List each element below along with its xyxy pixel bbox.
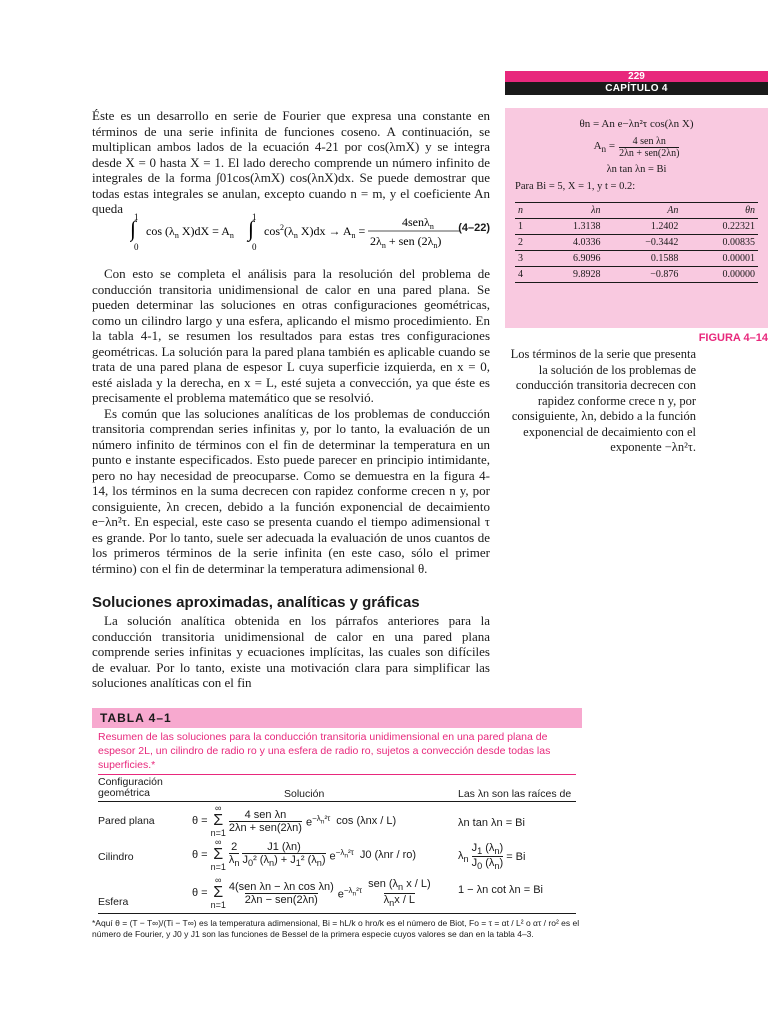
tabla-row-name: Pared plana	[98, 815, 155, 827]
table-row	[515, 267, 758, 283]
table-cell: 0.00001	[681, 251, 758, 267]
tabla-formula-pared: θ = ∞ Σ n=1 4 sen λn 2λn + sen(2λn) $e^{-\lambda_n^2\tau}$ cos (λnx / L)	[192, 803, 397, 838]
table-cell: 6.9096	[537, 251, 604, 267]
tabla-footnote: *Aquí θ = (T − T∞)/(Ti − T∞) es la temperatura adimensional, Bi = hL/k o hro/k es el número de Biot, Fo = τ = αt / L² o ατ / ro² es el número de Fourier, y J0 y J1 son las funciones de Bessel de la primera especie cuyos valores se dan en la tabla 4–3.	[92, 918, 580, 939]
svg-text:∫: ∫	[248, 216, 255, 241]
table-cell: 0.00000	[681, 267, 758, 283]
paragraph-3-text: Es común que las soluciones analíticas de los problemas de conducción transitoria comprendan series infinitas y, por lo tanto, la evaluación de un número infinito de términos con el fin de determinar la temperatura en un punto e instante especificados. Esto puede parecer en principio intimidante, pero no hay necesidad de preocuparse. Como se demuestra en la figura 4-14, los términos en la suma decrecen con rapidez conforme crecen n y, por consiguiente, λn crecen, debido a la función exponencial de decaimiento e−λn²τ. En especial, este caso se presenta cuando el tiempo adimensional τ es grande. Por lo tanto, suele ser adecuada la evaluación de unos cuantos de los primeros términos de la serie infinita (en este caso, sólo el primer término) con el fin de determinar la temperatura adimensional θ.	[92, 405, 490, 576]
tabla-root-cilindro: $\lambda_n$ $\frac{J_1 (\lambda_n)}{J_0 (\lambda_n)}$ = Bi	[458, 842, 526, 872]
figure-col-theta: θn	[681, 203, 758, 219]
tabla-num: 2	[231, 841, 238, 854]
tabla-den: 2λn + sen(2λn)	[228, 821, 302, 834]
svg-text:4senλn: 4senλ$_n$	[402, 215, 434, 231]
figure-col-lambda: λn	[537, 203, 604, 219]
table-cell: 9.8928	[537, 267, 604, 283]
table-cell: 4	[515, 267, 537, 283]
svg-text:0: 0	[252, 242, 257, 252]
tabla-tail: cos (λnx / L)	[336, 815, 397, 827]
tabla-formula-esfera: θ = ∞ Σ n=1 4(sen λn − λn cos λn) 2λn − sen(2λn) $e^{-\lambda_n^2\tau}$ sen ($\lambda_n$ x / L) $\lambda_nx$ / L	[192, 875, 431, 910]
tabla-num: 4(sen λn − λn cos λn)	[228, 880, 334, 893]
tabla-row-name: Esfera	[98, 896, 129, 908]
table-cell: 4.0336	[537, 235, 604, 251]
table-row	[515, 235, 758, 251]
tabla-caption: Resumen de las soluciones para la conducción transitoria unidimensional en una pared plana de espesor 2L, un cilindro de radio ro y una esfera de radio ro, sujetos a convección desde todas las superficies.*	[98, 731, 551, 771]
tabla-tail: J0 (λnr / ro)	[359, 849, 417, 861]
table-cell: 2	[515, 235, 537, 251]
figure-eq-an-den: 2λn + sen(2λn)	[619, 148, 680, 159]
paragraph-2	[92, 266, 490, 576]
table-cell: −0.876	[604, 267, 682, 283]
tabla-rule	[98, 774, 576, 775]
tabla-num2: J1 (λn)	[267, 841, 301, 854]
tabla-root-pared: λn tan λn = Bi	[458, 817, 525, 829]
table-cell: 3	[515, 251, 537, 267]
tabla-rule	[98, 801, 576, 802]
tabla-num: 4 sen λn	[244, 808, 287, 821]
equation-graphic	[130, 208, 460, 252]
equation-4-22	[130, 208, 490, 252]
section-heading: Soluciones aproximadas, analíticas y gráficas	[92, 594, 420, 611]
svg-text:1: 1	[252, 212, 257, 222]
figure-eq-roots: λn tan λn = Bi	[606, 164, 667, 175]
svg-text:cos (λn X)dX = An: $\cos (\lambda_n$ $X)dX = A_n$	[146, 224, 234, 240]
figure-table	[515, 202, 758, 283]
tabla-col-config: Configuración geométrica	[98, 776, 163, 799]
tabla-formula-cilindro: θ = ∞ Σ n=1 2 $\lambda_n$ J1 (λn) $J_0^2$ $(\lambda_n) + J_1^2$ $(\lambda_n)$ $e^{-\lambda_n^2\tau}$ J0 (λnr / ro)	[192, 837, 417, 872]
table-cell: 1	[515, 219, 537, 235]
svg-text:2λn + sen (2λn): $2\lambda_n$ + sen $(2\lambda_n)$	[370, 234, 442, 250]
svg-text:cos2(λn X)dx → An =: $\cos^2(\lambda_n$ $X)dx \to A_n$ =	[264, 223, 366, 240]
page-number: 229	[505, 71, 768, 82]
paragraph-1	[92, 108, 490, 217]
table-row	[515, 251, 758, 267]
figure-params: Para Bi = 5, X = 1, y t = 0.2:	[515, 181, 636, 192]
paragraph-1-text: Éste es un desarrollo en serie de Fourier que expresa una constante en términos de una serie infinita de funciones coseno. A continuación, se multiplican ambos lados de la ecuación 4-21 por cos(λmX) y se integra desde X = 0 hasta X = 1. El lado derecho comprende un número infinito de integrales de la forma ∫01cos(λmX) cos(λnX)dx. Se puede demostrar que todas estas integrales se anulan, excepto cuando n = m, y el coeficiente An queda	[92, 108, 490, 216]
tabla-rule	[98, 913, 576, 914]
figure-equations	[515, 114, 758, 283]
tabla-col-raices: Las λn son las raíces de	[458, 788, 572, 800]
figure-col-an: An	[604, 203, 682, 219]
paragraph-4	[92, 613, 490, 691]
table-cell: 1.3138	[537, 219, 604, 235]
figure-caption: Los términos de la serie que presenta la solución de los problemas de conducción transitoria decrecen con rapidez conforme crece n y, por consiguiente, λn, debido a la función exponencial de decaimiento con el exponente −λn²τ.	[510, 347, 696, 454]
figure-eq-theta: θn = An e−λn²τ cos(λn X)	[579, 118, 694, 130]
figure-col-n: n	[515, 203, 537, 219]
figure-title: FIGURA 4–14	[698, 332, 768, 344]
tabla-col-solucion: Solución	[284, 788, 325, 800]
tabla-root-esfera: 1 − λn cot λn = Bi	[458, 884, 543, 896]
table-cell: 0.22321	[681, 219, 758, 235]
figure-eq-an: $A_n$ = 4 sen λn 2λn + sen(2λn)	[593, 136, 680, 159]
svg-text:1: 1	[134, 212, 139, 222]
svg-text:∫: ∫	[130, 216, 137, 241]
page-header	[505, 71, 768, 95]
figure-4-14	[505, 108, 768, 328]
paragraph-2-text: Con esto se completa el análisis para la resolución del problema de conducción transitoria unidimensional de calor en una pared plana. Se pueden determinar las soluciones en otras configuraciones geométricas, como un cilindro largo y una esfera, aplicando el mismo procedimiento. En la tabla 4-1, se resumen los resultados para estas tres configuraciones geométricas. La solución para la pared plana también es aplicable cuando se trata de una pared plana de espesor L cuya superficie izquierda, en x = 0, esté aislada y la derecha, en x = L, esté sujeta a convección, ya que éste es precisamente el problema matemático que se resolvió.	[92, 266, 490, 405]
table-cell: −0.3442	[604, 235, 682, 251]
svg-text:0: 0	[134, 242, 139, 252]
table-row	[515, 219, 758, 235]
table-cell: 0.00835	[681, 235, 758, 251]
figure-eq-an-num: 4 sen λn	[632, 136, 666, 147]
chapter-label: CAPÍTULO 4	[505, 82, 768, 95]
tabla-title: TABLA 4–1	[92, 708, 582, 728]
equation-number: (4–22)	[458, 222, 490, 234]
table-cell: 1.2402	[604, 219, 682, 235]
paragraph-4-text: La solución analítica obtenida en los párrafos anteriores para la conducción transitoria unidimensional de calor en una pared plana comprende series infinitas y ecuaciones implícitas, las cuales son difíciles de evaluar. Por lo tanto, existe una motivación clara para simplificar las soluciones analíticas con el fin	[92, 613, 490, 690]
tabla-row-name: Cilindro	[98, 851, 134, 863]
table-cell: 0.1588	[604, 251, 682, 267]
tabla-den: 2λn − sen(2λn)	[244, 893, 318, 906]
